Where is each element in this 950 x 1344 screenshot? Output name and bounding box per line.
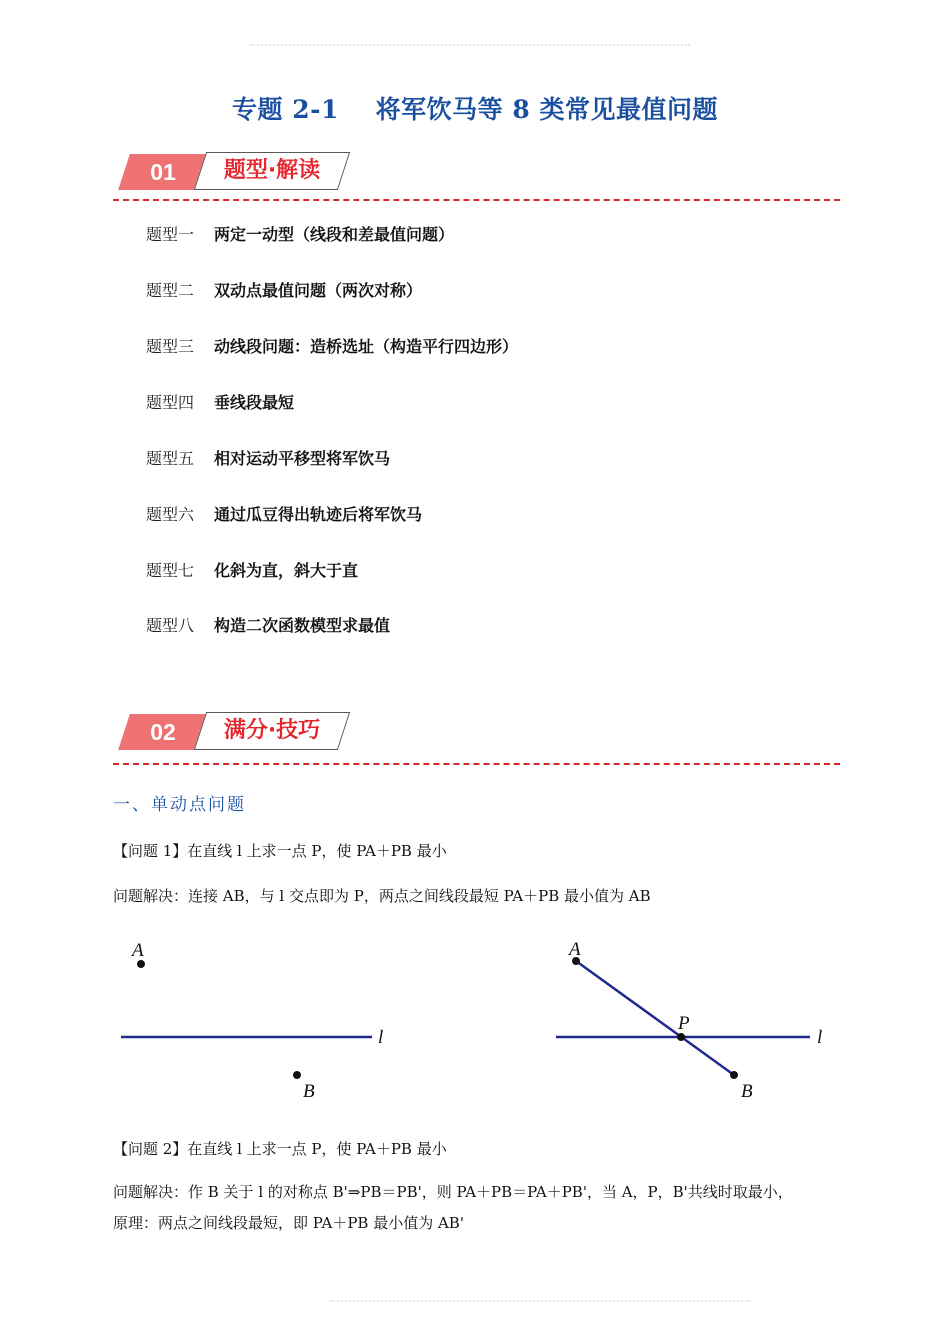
section-label: 满分·技巧 xyxy=(223,718,321,743)
point-p-dot xyxy=(677,1033,685,1041)
type-title: 两定一动型（线段和差最值问题） xyxy=(214,225,455,244)
point-b-dot xyxy=(293,1071,301,1079)
type-title: 双动点最值问题（两次对称） xyxy=(214,281,423,300)
header-dotted-rule xyxy=(250,44,690,46)
problem1-statement: 【问题 1】在直线 l 上求一点 P，使 PA＋PB 最小 xyxy=(113,842,447,860)
label-l: l xyxy=(378,1027,384,1048)
type-title: 通过瓜豆得出轨迹后将军饮马 xyxy=(214,505,423,524)
type-title: 垂线段最短 xyxy=(214,393,295,412)
document-title: 专题 2-1 将军饮马等 8 类常见最值问题 xyxy=(232,95,718,124)
problem2-statement: 【问题 2】在直线 l 上求一点 P，使 PA＋PB 最小 xyxy=(113,1140,447,1158)
problem1-solution: 问题解决：连接 AB，与 l 交点即为 P，两点之间线段最短 PA＋PB 最小值为 AB xyxy=(113,887,651,905)
type-key: 题型七 xyxy=(146,561,195,580)
type-key: 题型四 xyxy=(146,393,195,412)
section-label: 题型·解读 xyxy=(223,158,321,183)
figure-points-and-line xyxy=(110,935,410,1105)
type-title: 动线段问题：造桥选址（构造平行四边形） xyxy=(214,337,519,356)
section-divider xyxy=(113,199,840,201)
type-key: 题型六 xyxy=(146,505,195,524)
label-l: l xyxy=(817,1027,823,1048)
label-a: A xyxy=(132,940,144,961)
type-key: 题型二 xyxy=(146,281,195,300)
figure-segment-ab-through-p xyxy=(545,935,845,1105)
type-title: 构造二次函数模型求最值 xyxy=(214,616,391,635)
problem2-solution-line1: 问题解决：作 B 关于 l 的对称点 B'⇒PB＝PB'，则 PA＋PB＝PA＋PB'，当 A，P，B'共线时取最小， xyxy=(113,1183,793,1201)
section-divider xyxy=(113,763,840,765)
point-b-dot xyxy=(730,1071,738,1079)
type-title: 相对运动平移型将军饮马 xyxy=(214,449,391,468)
type-key: 题型五 xyxy=(146,449,195,468)
type-key: 题型一 xyxy=(146,225,195,244)
list-item xyxy=(146,222,454,245)
segment-ab xyxy=(576,961,734,1075)
label-b: B xyxy=(741,1081,753,1102)
type-key: 题型三 xyxy=(146,337,195,356)
section-label-box xyxy=(194,152,350,190)
problem2-solution-line2: 原理：两点之间线段最短，即 PA＋PB 最小值为 AB' xyxy=(113,1214,464,1232)
subsection-heading: 一、单动点问题 xyxy=(113,795,246,815)
section-number: 01 xyxy=(150,159,176,185)
footer-dotted-rule xyxy=(330,1300,750,1302)
type-title: 化斜为直，斜大于直 xyxy=(214,561,359,580)
list-item xyxy=(146,446,390,469)
list-item xyxy=(146,390,294,413)
list-item xyxy=(146,613,390,636)
label-p: P xyxy=(678,1013,690,1034)
list-item xyxy=(146,278,422,301)
label-a: A xyxy=(569,939,581,960)
section-label-box xyxy=(194,712,350,750)
section-number: 02 xyxy=(150,719,176,745)
type-key: 题型八 xyxy=(146,616,195,635)
list-item xyxy=(146,558,358,581)
point-a-dot xyxy=(137,960,145,968)
list-item xyxy=(146,334,518,357)
list-item xyxy=(146,502,422,525)
label-b: B xyxy=(303,1081,315,1102)
